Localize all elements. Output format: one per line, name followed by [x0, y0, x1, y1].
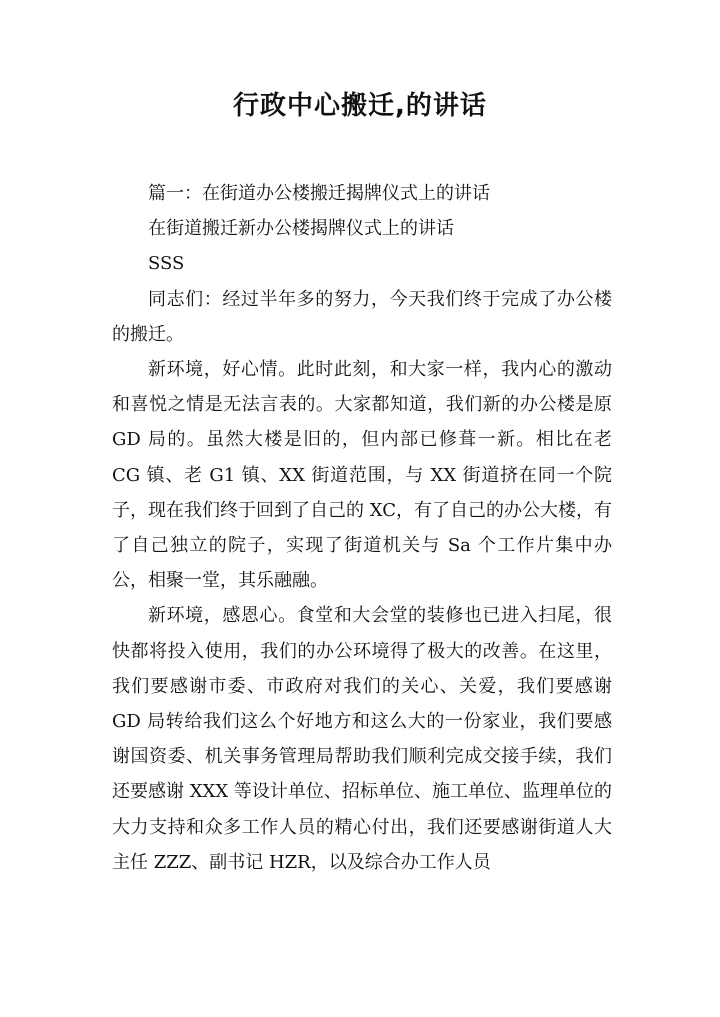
paragraph-gratitude: 新环境，感恩心。食堂和大会堂的装修也已进入扫尾，很快都将投入使用，我们的办公环境得了极大的改善。在这里，我们要感谢市委、市政府对我们的关心、关爱，我们要感谢 GD 局转给我们这么个好地方和这么大的一份家业，我们要感谢国资委、机关事务管理局帮助我们顺利完成交接手续，我们还要感谢 XXX 等设计单位、招标单位、施工单位、监理单位的大力支持和众多工作人员的精心付出，我们还要感谢街道人大主任 ZZZ、副书记 HZR，以及综合办工作人员: [112, 605, 612, 873]
paragraph-subtitle: 在街道搬迁新办公楼揭牌仪式上的讲话: [148, 218, 454, 240]
document-title: 行政中心搬迁,的讲话: [233, 91, 487, 121]
paragraph-heading: 篇一：在街道办公楼搬迁揭牌仪式上的讲话: [148, 183, 490, 204]
document-body: [112, 176, 612, 880]
paragraph-author: SSS: [148, 253, 185, 275]
paragraph-greeting: 同志们：经过半年多的努力，今天我们终于完成了办公楼的搬迁。: [112, 288, 612, 345]
paragraph-new-environment: 新环境，好心情。此时此刻，和大家一样，我内心的激动和喜悦之情是无法言表的。大家都知道，我们新的办公楼是原 GD 局的。虽然大楼是旧的，但内部已修葺一新。相比在老 CG 镇、老 G1 镇、XX 街道范围，与 XX 街道挤在同一个院子，现在我们终于回到了自己的 XC，有了自己的办公大楼，有了自己独立的院子，实现了街道机关与 Sa 个工作片集中办公，相聚一堂，其乐融融。: [112, 359, 612, 592]
